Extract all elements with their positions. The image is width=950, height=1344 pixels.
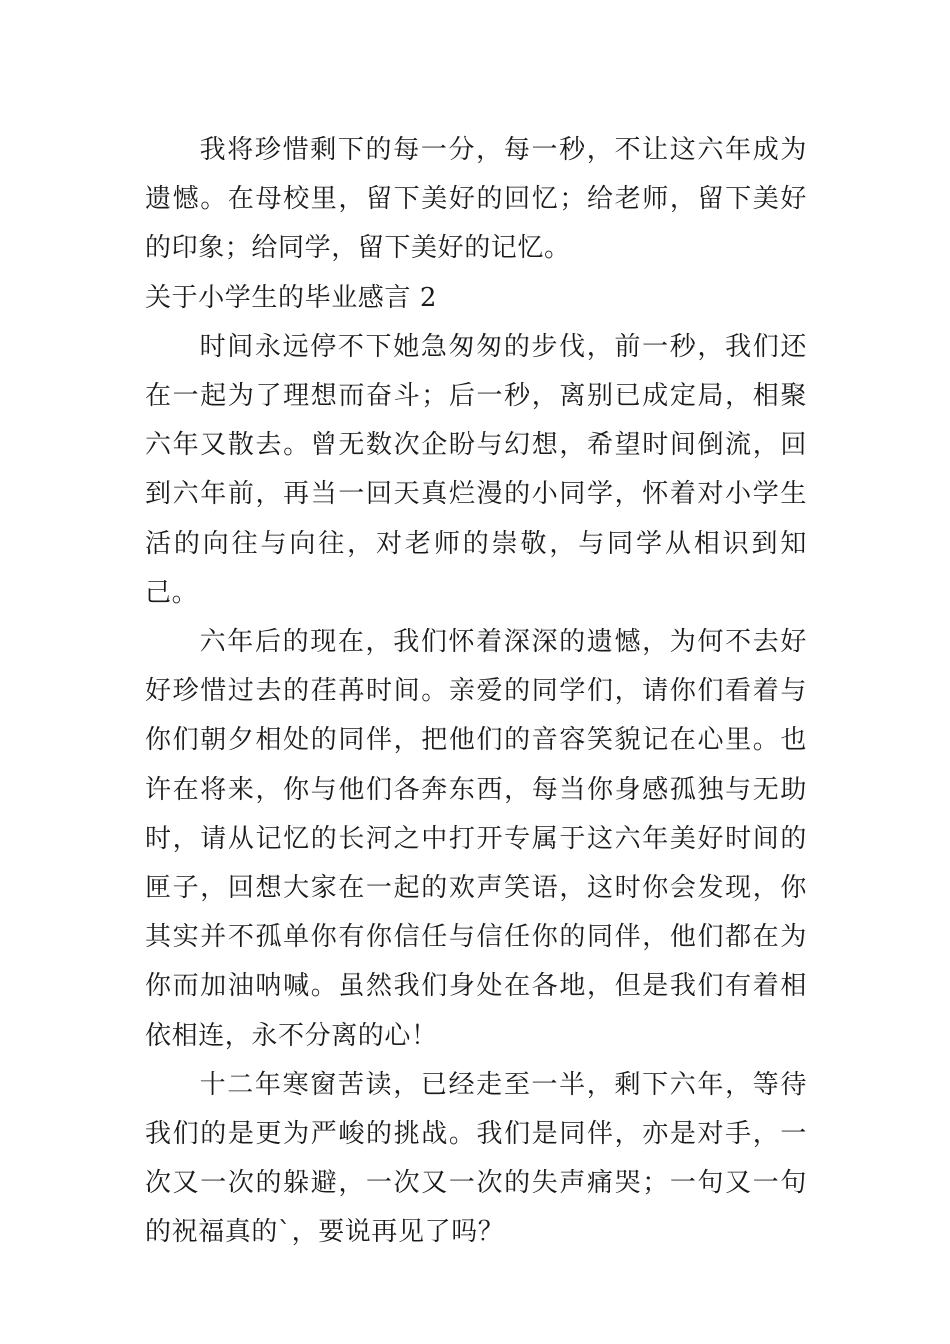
paragraph-2: 时间永远停不下她急匆匆的步伐，前一秒，我们还在一起为了理想而奋斗；后一秒，离别已成定局，相聚六年又散去。曾无数次企盼与幻想，希望时间倒流，回到六年前，再当一回天真烂漫的小同学，怀着对小学生活的向往与向往，对老师的崇敬，与同学从相识到知己。 — [145, 331, 807, 608]
paragraph-3: 六年后的现在，我们怀着深深的遗憾，为何不去好好珍惜过去的荏苒时间。亲爱的同学们，请你们看着与你们朝夕相处的同伴，把他们的音容笑貌记在心里。也许在将来，你与他们各奔东西，每当你身感孤独与无助时，请从记忆的长河之中打开专属于这六年美好时间的匣子，回想大家在一起的欢声笑语，这时你会发现，你其实并不孤单你有你信任与信任你的同伴，他们都在为你而加油呐喊。虽然我们身处在各地，但是我们有着相依相连，永不分离的心！ — [145, 627, 807, 1051]
paragraph-4: 十二年寒窗苦读，已经走至一半，剩下六年，等待我们的是更为严峻的挑战。我们是同伴，亦是对手，一次又一次的躲避，一次又一次的失声痛哭；一句又一句的祝福真的`，要说再见了吗？ — [145, 1069, 807, 1248]
paragraph-1: 我将珍惜剩下的每一分，每一秒，不让这六年成为遗憾。在母校里，留下美好的回忆；给老师，留下美好的印象；给同学，留下美好的记忆。 — [145, 135, 807, 264]
section-title: 关于小学生的毕业感言 2 — [145, 282, 438, 313]
document-body — [145, 126, 807, 1258]
